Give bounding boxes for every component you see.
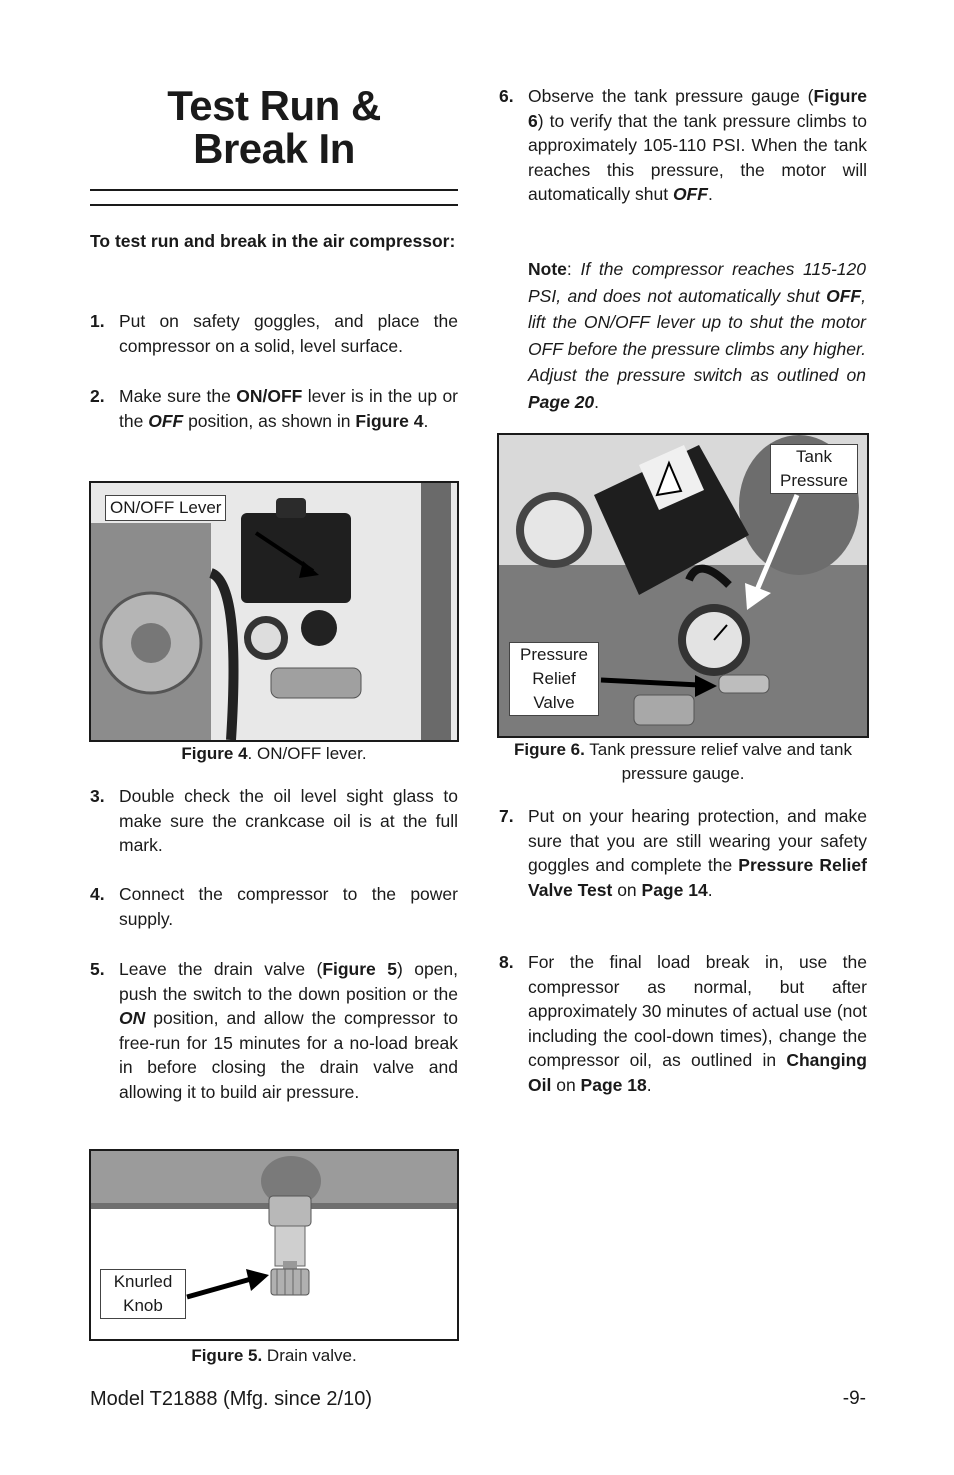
step-3: 3. Double check the oil level sight glass to make sure the crankcase oil is at the full mark. — [90, 786, 458, 855]
step-8: 8. For the final load break in, use the compressor as normal, but after approximately 30 minutes of actual use (not including the cool-down times), change the compressor oil, as outlined in Changing Oil on Page 18. — [499, 952, 867, 1095]
footer-model: Model T21888 (Mfg. since 2/10) — [90, 1388, 373, 1410]
intro-text: To test run and break in the air compressor: — [90, 231, 456, 251]
step-6: 6. Observe the tank pressure gauge (Figure 6) to verify that the tank pressure climbs to approximately 105-110 PSI. When the tank reaches this pressure, the motor will automatically shut OFF. — [499, 86, 867, 204]
figure-6-caption: Figure 6. Tank pressure relief valve and tank pressure gauge. — [514, 740, 852, 783]
step-7: 7. Put on your hearing protection, and make sure that you are still wearing your safety goggles and complete the Pressure Relief Valve Test on Page 14. — [499, 806, 867, 900]
step-5: 5. Leave the drain valve (Figure 5) open, push the switch to the down position or the ON position, and allow the compressor to free-run for 15 minutes for a no-load break in before closing the drain valve and allowing it to build air pressure. — [90, 959, 458, 1102]
on-off-lever-callout: ON/OFF Lever — [105, 495, 226, 521]
step-4: 4. Connect the compressor to the power supply. — [90, 884, 458, 929]
title-rule-bottom — [90, 204, 458, 206]
figure-4-caption: Figure 4. ON/OFF lever. — [181, 744, 367, 763]
pressure-relief-valve-callout: Pressure Relief Valve — [509, 642, 599, 716]
figure-4-photo — [89, 481, 459, 742]
page-title: Test Run & Break In — [167, 82, 381, 172]
figure-6-photo — [497, 433, 869, 738]
figure-5-caption: Figure 5. Drain valve. — [191, 1346, 357, 1365]
step-2: 2. Make sure the ON/OFF lever is in the up or the OFF position, as shown in Figure 4. — [90, 386, 459, 431]
knurled-knob-callout: Knurled Knob — [100, 1269, 186, 1319]
figure-5-photo — [89, 1149, 459, 1341]
note-block: Note: If the compressor reaches 115-120 PSI, and does not automatically shut OFF, lift the ON/OFF lever up to shut the motor OFF before the pressure climbs any higher. Adjust the pressure switch as outlined on Page 20. — [528, 259, 866, 412]
title-rule-top — [90, 189, 458, 191]
compressor-switch-illustration — [91, 483, 457, 740]
step-1: 1. Put on safety goggles, and place the compressor on a solid, level surface. — [90, 311, 458, 356]
tank-pressure-callout: Tank Pressure — [770, 444, 858, 494]
page-number: -9- — [842, 1388, 866, 1409]
